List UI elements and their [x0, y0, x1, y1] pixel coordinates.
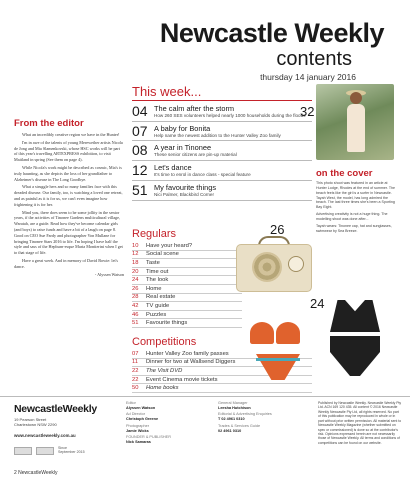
seal-line: September 2015 — [58, 450, 85, 454]
staff-role: Ad Director — [126, 412, 145, 417]
on-cover-paragraph: Advertising creativity is not a huge thing. The modelling shoot was done after... — [316, 212, 388, 221]
list-label: Event Cinema movie tickets — [146, 376, 218, 383]
contact-value: 02 4961 0310 — [218, 428, 242, 433]
feature-page-number: 08 — [132, 142, 148, 159]
list-label: Home — [146, 285, 162, 292]
list-item[interactable] — [132, 268, 242, 277]
editor-paragraph: Mind you, there does seem to be some jollity in the senior years, if the activities of Tinonee Gardens multicultural village, Waratah, are a guide. Read how they've become calendar girls (and boys) to raise funds and have a bit of a laugh on page 8. Good on CEO Sue Fardy and photographer Von Mullane for bringing Tinonee Stars 2016 to life. I'm hoping I have half the style and sass of the Hepburn-esque Maria Montierini when I get to that stage of life. — [14, 209, 123, 256]
contact-label: Trades & Services Guide — [218, 423, 261, 428]
feature-title: The calm after the storm — [154, 104, 235, 113]
on-the-cover — [316, 168, 396, 235]
feature-desc: Help name the newest addition to the Hunter Valley Zoo family — [154, 132, 281, 138]
page-number: 42 — [132, 302, 139, 309]
list-label: TV guide — [146, 302, 170, 309]
regulars-section — [132, 228, 242, 328]
page-number: 11 — [132, 359, 139, 366]
feature-title: Let's dance — [154, 163, 192, 173]
footer-logos — [14, 447, 85, 455]
partner-logo — [36, 447, 54, 455]
feature-desc: How 260 SES volunteers helped nearly 1000 households during the floods — [154, 113, 306, 118]
footer-address — [14, 417, 57, 427]
list-label: Real estate — [146, 294, 176, 301]
list-label: Dinner for two at Wallsend Diggers — [146, 359, 236, 366]
list-label: Social scene — [146, 251, 179, 258]
list-label: Puzzles — [146, 311, 167, 318]
feature-item[interactable] — [132, 181, 312, 201]
photo-page-number: 32 — [300, 104, 315, 119]
staff-role: FOUNDER & PUBLISHER — [126, 435, 171, 440]
list-item[interactable] — [132, 285, 242, 294]
swimwear-page-number: 24 — [310, 296, 325, 311]
contact-value: T 02 4961 0310 — [218, 417, 245, 422]
this-week-section — [132, 84, 315, 201]
staff-role: Photographer — [126, 423, 150, 428]
partner-logo — [14, 447, 32, 455]
contact-label: General Manager — [218, 401, 248, 405]
staff-name: Christoph Greene — [126, 417, 159, 422]
since-seal — [58, 447, 85, 455]
contact-label: Editorial & Advertising Enquiries — [218, 412, 272, 417]
bikini-image — [240, 312, 318, 386]
list-item[interactable] — [132, 242, 242, 251]
feature-page-number: 07 — [132, 122, 148, 139]
editor-heading: From the editor — [14, 118, 84, 129]
footer-website[interactable]: www.newcastleweekly.com.au — [14, 433, 76, 438]
staff-name: Alyssen Watson — [126, 405, 156, 410]
editor-paragraph: What a struggle hers and so many families face with this dreaded disease. Our family, too, is watching a loved one retreat, and as painful as it is for us, we can't even imagine how frightening it is for her. — [14, 184, 123, 207]
list-item[interactable] — [132, 319, 242, 328]
competitions-heading: Competitions — [132, 336, 197, 348]
contact-value: Leesha Hutchison — [218, 405, 251, 410]
list-item[interactable] — [132, 276, 242, 285]
feature-item[interactable] — [132, 102, 315, 122]
page-number: 50 — [132, 385, 139, 392]
page-number-footer: 2 NewcastleWeekly — [14, 470, 58, 476]
list-label: Taste — [146, 259, 160, 266]
list-label: Hunter Valley Zoo family passes — [146, 350, 229, 357]
feature-title: A baby for Bonita — [154, 123, 211, 133]
editor-paragraph: I'm in awe of the talents of young Merewether artists Nicola de Jong and Mia Slamenkovski, whose HSC works will be part of this year's travelling ARTEXPRESS exhibition, to visit Maitland in spring (See them on page 4). — [14, 139, 123, 163]
page-number: 20 — [132, 268, 139, 275]
list-item[interactable] — [132, 294, 242, 303]
cover-photo — [316, 84, 394, 160]
cover-model-illustration — [346, 92, 366, 152]
feature-page-number: 04 — [132, 103, 148, 119]
editor-paragraph: While Nicola's work might be described as cosmic, Mia's is truly haunting, as she depicts the loss of her grandfather to Alzheimer's disease in The Long Goodbye. — [14, 164, 122, 182]
footer-brand: NewcastleWeekly — [14, 403, 97, 415]
list-item[interactable] — [132, 259, 242, 268]
list-item[interactable] — [132, 251, 242, 260]
regulars-heading: Regulars — [132, 228, 177, 240]
page-number: 46 — [132, 311, 139, 318]
editor-paragraph: What an incredibly creative region we have in the Hunter! — [22, 132, 120, 137]
staff-name: Jamie Wicks — [126, 428, 149, 433]
list-label: Home books — [146, 385, 179, 392]
page-number: 24 — [132, 277, 139, 284]
list-label: The Visit DVD — [146, 367, 183, 374]
magazine-title: Newcastle Weekly — [159, 18, 384, 48]
list-label: Favourite things — [146, 320, 188, 327]
editor-letter — [14, 118, 124, 277]
seal-line: Since — [58, 446, 67, 451]
masthead — [160, 20, 384, 82]
page-number: 07 — [132, 350, 139, 357]
feature-page-number: 51 — [132, 181, 148, 198]
list-label: Time out — [146, 268, 169, 275]
editor-signature: - Alyssen Watson — [94, 271, 124, 277]
on-cover-paragraph: Tayah wears: Tinonee cap, hat and sunglasses, swimwear by Sea Breeze. — [316, 223, 392, 233]
radio-image — [232, 236, 316, 296]
page-number: 12 — [132, 251, 139, 258]
feature-item[interactable] — [132, 122, 312, 142]
list-label: The look — [146, 277, 169, 284]
list-label: Have your heard? — [146, 242, 193, 249]
footer — [0, 396, 410, 480]
address-line: 19 Pearson Street — [14, 417, 47, 422]
page-number: 10 — [132, 242, 139, 249]
this-week-heading: This week... — [132, 84, 312, 101]
page-number: 51 — [132, 320, 139, 327]
on-cover-heading: on the cover — [316, 168, 373, 179]
feature-page-number: 12 — [132, 162, 148, 179]
staff-column — [126, 401, 171, 446]
radio-page-number: 26 — [270, 222, 285, 237]
page-number: 22 — [132, 376, 139, 383]
staff-name: Nick Samaras — [126, 439, 151, 444]
swimsuit-image — [318, 296, 392, 386]
feature-title: My favourite things — [154, 182, 217, 192]
feature-desc: It's time to enrol in dance class - special feature — [154, 172, 251, 178]
list-item[interactable] — [132, 311, 242, 320]
address-line: Charlestown NSW 2290 — [14, 422, 57, 428]
editor-paragraph: Have a great week. And in memory of David Bowie: let's dance. — [14, 257, 118, 269]
issue-date: thursday 14 january 2016 — [260, 72, 356, 82]
staff-role: Editor — [126, 401, 136, 405]
page-title: contents — [276, 48, 352, 70]
feature-desc: Nici Palmer, Blackbird Corner — [154, 191, 214, 197]
legal-notice: Published by Newcastle Weekly. Newcastle Weekly Pty Ltd. ACN 169 120 435. All content © 2016 Newcastle Weekly Newcastle Pty Ltd, all rights reserved. No part of this publication may be reproduced in whole or in part without prior written permission. All material sent to Newcastle Weekly Magazine (whether submitted on spec or commissioned) is done so at the contributor's risk. Opinions expressed herein are not necessarily those of Newcastle Weekly. All terms and conditions of competitions can be found on our website. — [318, 401, 402, 445]
page-number: 26 — [132, 285, 139, 292]
list-item[interactable] — [132, 302, 242, 311]
on-cover-paragraph: This photo shoot was featured in an article at Hunter Lodge, Rhodes at the end of summer. The beach feels like the girl is a surfer in Newcastle. Tayah West, the model, has long admired the beach. The last three times she's been a Sporting Bay Eight. — [316, 181, 396, 210]
feature-title: A year in Tinonee — [154, 143, 212, 153]
page-number: 28 — [132, 294, 139, 301]
contact-column — [218, 401, 272, 435]
page-number: 22 — [132, 367, 139, 374]
feature-item[interactable] — [132, 161, 312, 181]
page-number: 18 — [132, 259, 139, 266]
feature-item[interactable] — [132, 141, 312, 161]
feature-desc: These senior citizens are pin-up material — [154, 152, 237, 158]
